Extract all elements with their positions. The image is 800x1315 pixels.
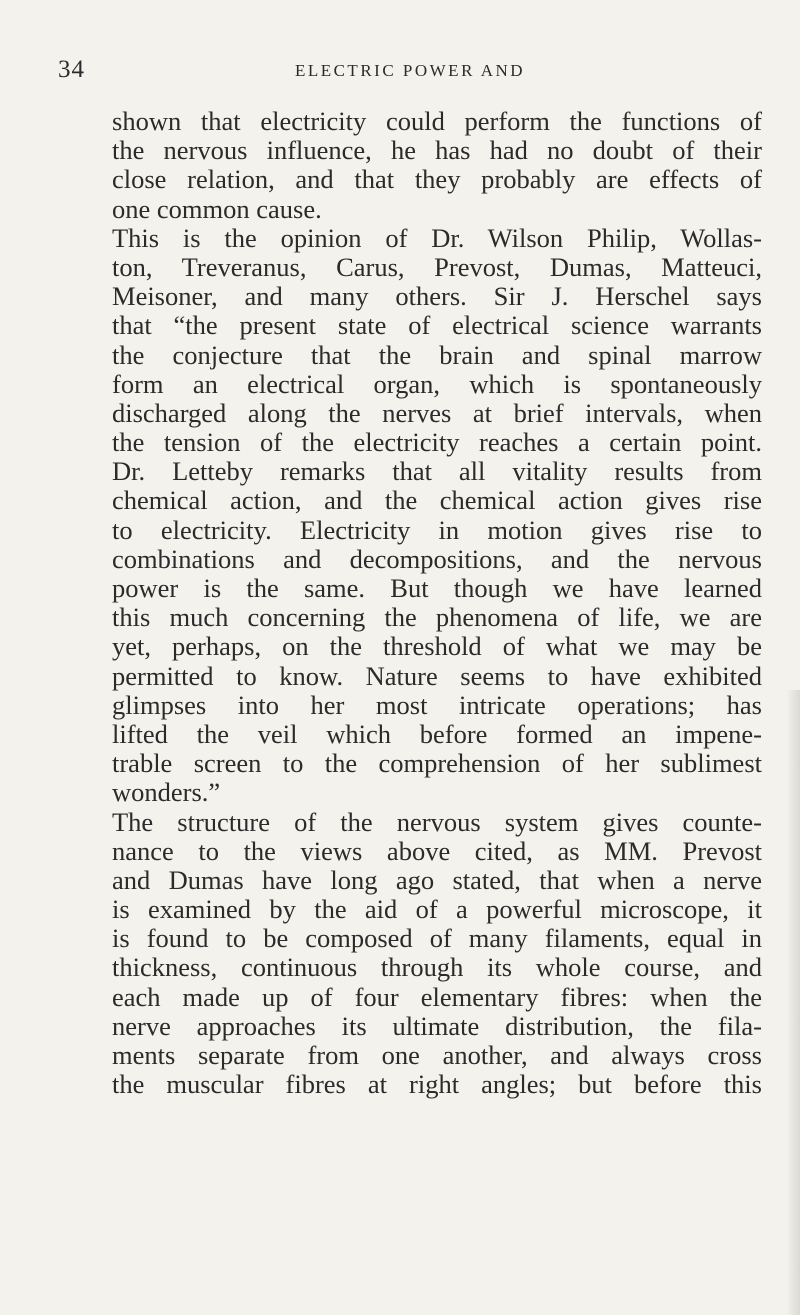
text-line: to electricity. Electricity in motion gives rise to (112, 514, 762, 545)
text-line: the nervous influence, he has had no doubt of their (112, 135, 762, 166)
text-line: Dr. Letteby remarks that all vitality results from (112, 456, 762, 487)
text-line: power is the same. But though we have learned (112, 573, 762, 603)
text-line: discharged along the nerves at brief intervals, when (112, 397, 762, 428)
text-line: ton, Treveranus, Carus, Prevost, Dumas, Matteuci, (112, 251, 762, 282)
text-line: trable screen to the comprehension of her sublimest (112, 748, 762, 779)
running-title: ELECTRIC POWER AND (294, 61, 526, 80)
text-line: permitted to know. Nature seems to have exhibited (112, 660, 762, 691)
running-head (0, 56, 800, 86)
text-line: is found to be composed of many filaments, equal in (112, 923, 762, 954)
text-line: This is the opinion of Dr. Wilson Philip, Wollas- (112, 222, 762, 253)
text-line: thickness, continuous through its whole course, and (112, 952, 762, 983)
text-line: The structure of the nervous system gives counte- (112, 806, 762, 837)
text-line: chemical action, and the chemical action gives rise (112, 485, 762, 516)
text-line: each made up of four elementary fibres: when the (112, 981, 762, 1012)
text-line: close relation, and that they probably are effects of (112, 164, 762, 195)
text-line: glimpses into her most intricate operations; has (112, 689, 762, 720)
text-line: this much concerning the phenomena of life, we are (112, 602, 762, 633)
text-line: wonders.” (112, 777, 221, 808)
text-line: ments separate from one another, and always cross (112, 1040, 762, 1070)
page-number: 34 (58, 56, 85, 83)
text-line: and Dumas have long ago stated, that when a nerve (112, 864, 762, 895)
text-line: nance to the views above cited, as MM. Prevost (112, 835, 762, 866)
page-edge-shadow (786, 690, 800, 1315)
text-line: that “the present state of electrical science warrants (112, 310, 762, 341)
text-line: is examined by the aid of a powerful microscope, it (112, 894, 762, 925)
text-line: the conjecture that the brain and spinal marrow (112, 339, 762, 370)
text-line: form an electrical organ, which is spontaneously (112, 368, 762, 399)
text-line: shown that electricity could perform the functions of (112, 106, 762, 136)
body-text (112, 107, 762, 1099)
text-line: combinations and decompositions, and the nervous (112, 543, 762, 574)
text-line: the tension of the electricity reaches a certain point. (112, 427, 762, 458)
text-line: yet, perhaps, on the threshold of what we may be (112, 631, 762, 662)
text-line: Meisoner, and many others. Sir J. Herschel says (112, 281, 762, 312)
text-line: one common cause. (112, 193, 322, 224)
text-line: the muscular fibres at right angles; but before this (112, 1069, 762, 1100)
text-line: lifted the veil which before formed an impene- (112, 718, 762, 749)
text-line: nerve approaches its ultimate distribution, the fila- (112, 1010, 762, 1041)
